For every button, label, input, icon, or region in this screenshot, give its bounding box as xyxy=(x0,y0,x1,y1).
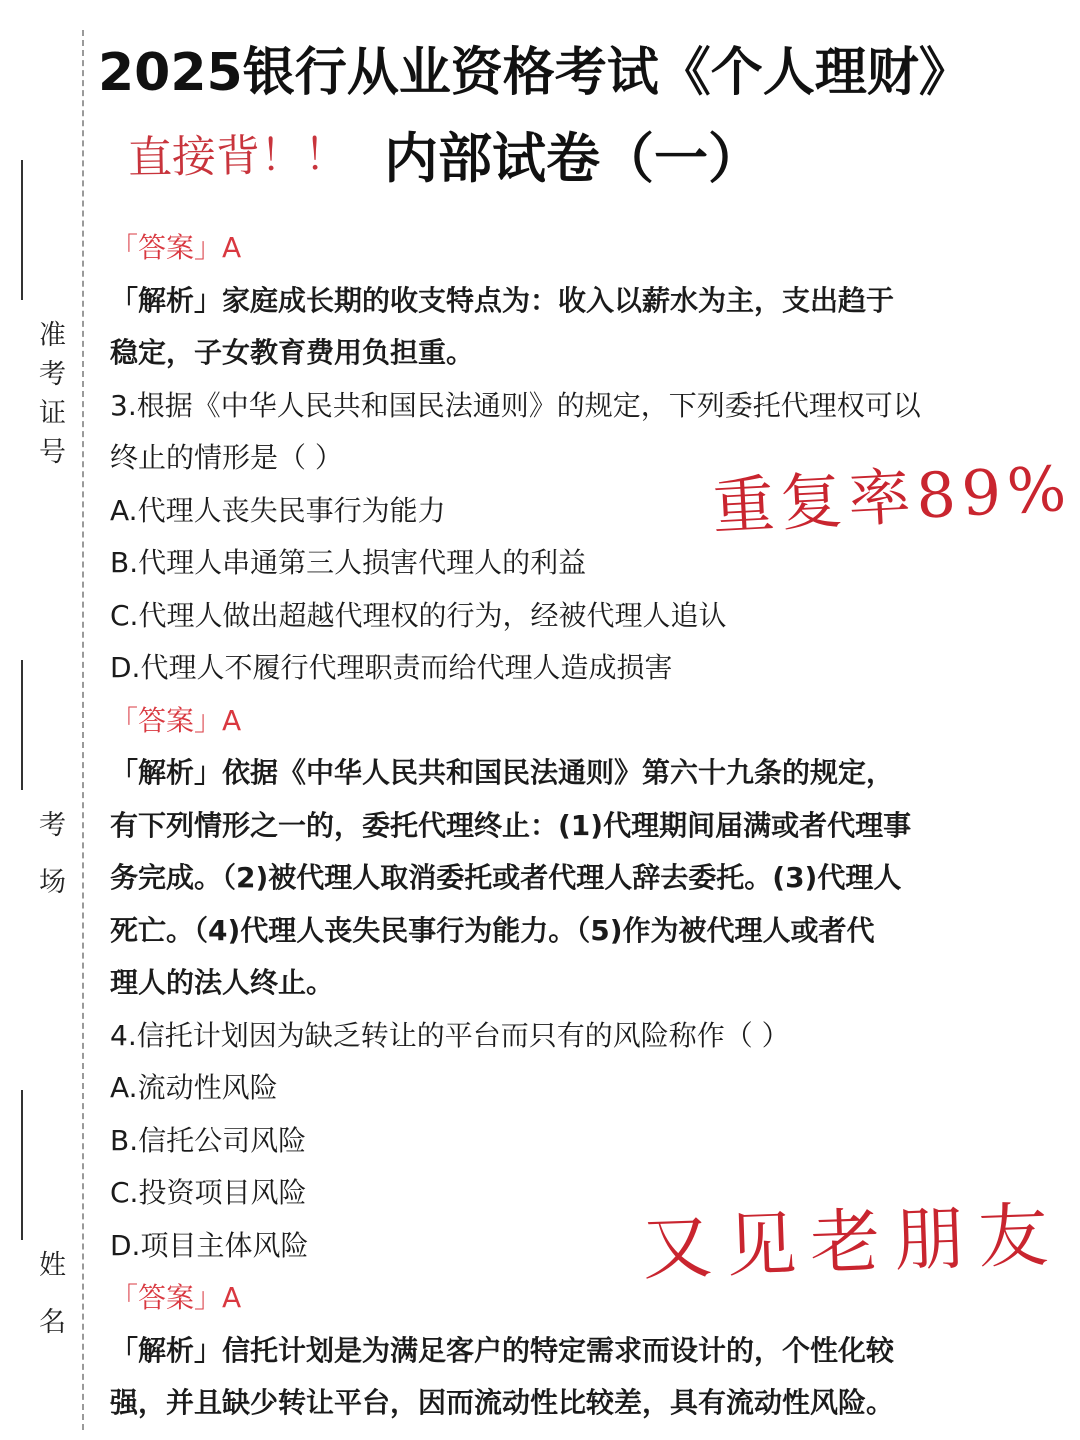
analysis-tag: 「解析」 xyxy=(110,1333,223,1367)
exam-room-field xyxy=(22,800,66,930)
q4-option-b: B.信托公司风险 xyxy=(110,1123,307,1157)
q3-analysis-line: 理人的法人终止。 xyxy=(110,966,335,999)
analysis-text: 家庭成长期的收支特点为：收入以薪水为主，支出趋于 xyxy=(222,283,895,317)
analysis-tag: 「解析」 xyxy=(110,756,223,789)
exam-number-line xyxy=(21,160,23,300)
name-label: 姓名 xyxy=(34,1250,65,1364)
q3-analysis-line: 有下列情形之一的，委托代理终止：(1)代理期间届满或者代理事 xyxy=(110,808,912,842)
q3-stem: 终止的情形是（ ） xyxy=(110,441,343,474)
name-line xyxy=(21,1090,23,1240)
exam-number-label: 准考证号 xyxy=(34,320,65,476)
exam-number-field xyxy=(22,310,66,500)
q3-analysis-line: 务完成。（2)被代理人取消委托或者代理人辞去委托。(3)代理人 xyxy=(110,861,902,894)
q3-option-b: B.代理人串通第三人损害代理人的利益 xyxy=(110,546,587,579)
q3-answer: 「答案」A xyxy=(110,703,242,737)
q4-analysis-line xyxy=(110,1325,1050,1378)
analysis-text: 依据《中华人民共和国民法通则》第六十九条的规定， xyxy=(222,756,895,789)
q2-analysis-line: 稳定，子女教育费用负担重。 xyxy=(110,336,475,369)
handwritten-note: 直接背！！ xyxy=(127,129,349,184)
q3-option-d: D.代理人不履行代理职责而给代理人造成损害 xyxy=(110,651,673,684)
q4-option-a: A.流动性风险 xyxy=(110,1071,278,1104)
q4-analysis-line: 强，并且缺少转让平台，因而流动性比较差，具有流动性风险。 xyxy=(110,1386,895,1419)
exam-room-label: 考场 xyxy=(34,810,65,924)
old-friend-stamp: 又见老朋友 xyxy=(640,1193,1064,1291)
q3-stem: 3.根据《中华人民共和国民法通则》的规定，下列委托代理权可以 xyxy=(110,388,921,422)
exam-room-line xyxy=(21,660,23,790)
q4-stem: 4.信托计划因为缺乏转让的平台而只有的风险称作（ ） xyxy=(110,1018,790,1052)
q3-analysis-line: 死亡。（4)代理人丧失民事行为能力。（5)作为被代理人或者代 xyxy=(110,913,875,947)
fold-line xyxy=(82,30,84,1430)
analysis-tag: 「解析」 xyxy=(110,283,223,317)
repeat-rate-stamp: 重复率89% xyxy=(710,451,1074,544)
q3-option-a: A.代理人丧失民事行为能力 xyxy=(110,493,446,527)
page-title: 2025银行从业资格考试《个人理财》 xyxy=(98,43,971,103)
q4-option-c: C.投资项目风险 xyxy=(110,1176,307,1209)
name-field xyxy=(22,1250,66,1380)
q4-answer: 「答案」A xyxy=(110,1281,242,1314)
page-subtitle: 内部试卷（一） xyxy=(384,127,762,190)
q2-analysis-line xyxy=(110,275,1050,328)
analysis-text: 信托计划是为满足客户的特定需求而设计的，个性化较 xyxy=(222,1333,895,1367)
q3-option-c: C.代理人做出超越代理权的行为，经被代理人追认 xyxy=(110,598,727,632)
q2-answer: 「答案」A xyxy=(110,231,242,264)
q4-option-d: D.项目主体风险 xyxy=(110,1228,309,1262)
q3-analysis-line xyxy=(110,747,1050,800)
